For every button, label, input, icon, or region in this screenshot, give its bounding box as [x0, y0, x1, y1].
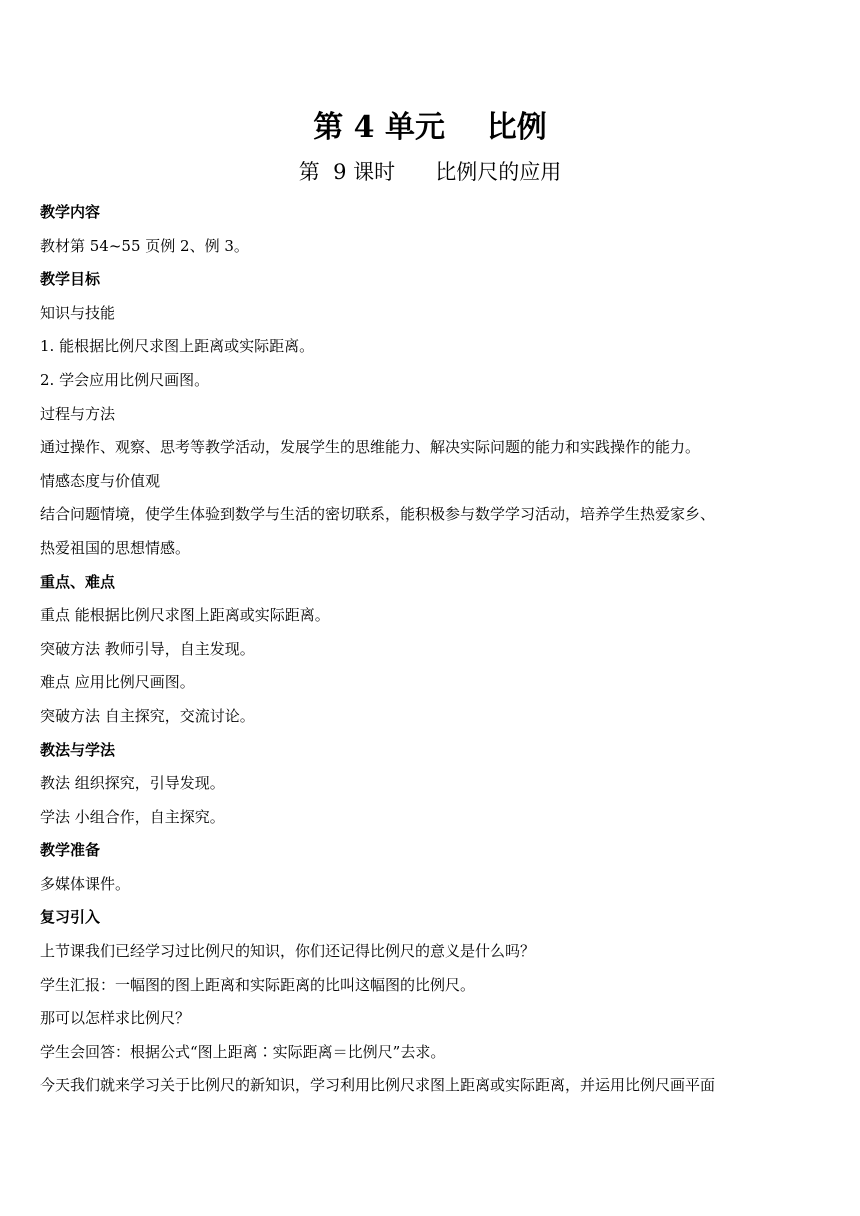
paragraph-line: 学生汇报：一幅图的图上距离和实际距离的比叫这幅图的比例尺。 — [40, 975, 476, 994]
section-heading-review: 复习引入 — [40, 908, 101, 927]
paragraph-line: 那可以怎样求比例尺？ — [40, 1009, 191, 1028]
paragraph-line: 多媒体课件。 — [40, 874, 131, 893]
paragraph-line: 突破方法 教师引导，自主发现。 — [40, 639, 255, 658]
paragraph-line: 情感态度与价值观 — [40, 471, 161, 490]
section-heading-methods: 教法与学法 — [40, 740, 116, 759]
paragraph-line: 上节课我们已经学习过比例尺的知识，你们还记得比例尺的意义是什么吗？ — [40, 942, 536, 961]
paragraph-line: 通过操作、观察、思考等教学活动，发展学生的思维能力、解决实际问题的能力和实践操作的能力。 — [40, 438, 701, 457]
paragraph-line: 过程与方法 — [40, 404, 116, 423]
section-heading-objectives: 教学目标 — [40, 270, 101, 289]
page-title: 第 4 单元 比例 — [313, 110, 547, 145]
paragraph-line: 教材第 54~55 页例 2、例 3。 — [40, 236, 249, 255]
paragraph-line: 重点 能根据比例尺求图上距离或实际距离。 — [40, 606, 330, 625]
paragraph-line: 学法 小组合作，自主探究。 — [40, 807, 225, 826]
paragraph-line: 热爱祖国的思想情感。 — [40, 538, 191, 557]
paragraph-line: 结合问题情境，使学生体验到数学与生活的密切联系，能积极参与数学学习活动，培养学生热爱家乡、 — [40, 505, 716, 524]
section-heading-key-points: 重点、难点 — [40, 572, 116, 591]
paragraph-line: 知识与技能 — [40, 303, 116, 322]
paragraph-line: 学生会回答：根据公式“图上距离∶实际距离＝比例尺”去求。 — [40, 1042, 446, 1061]
paragraph-line: 今天我们就来学习关于比例尺的新知识，学习利用比例尺求图上距离或实际距离，并运用比例尺画平面 — [40, 1076, 716, 1095]
section-heading-preparation: 教学准备 — [40, 841, 101, 860]
document-body — [40, 196, 840, 1103]
paragraph-line: 突破方法 自主探究，交流讨论。 — [40, 706, 255, 725]
paragraph-line: 教法 组织探究，引导发现。 — [40, 774, 225, 793]
paragraph-line: 2. 学会应用比例尺画图。 — [40, 370, 210, 389]
paragraph-line: 1. 能根据比例尺求图上距离或实际距离。 — [40, 337, 315, 356]
section-heading-content: 教学内容 — [40, 203, 101, 221]
lesson-subtitle: 第 9 课时 比例尺的应用 — [298, 160, 562, 184]
paragraph-line: 难点 应用比例尺画图。 — [40, 673, 195, 692]
